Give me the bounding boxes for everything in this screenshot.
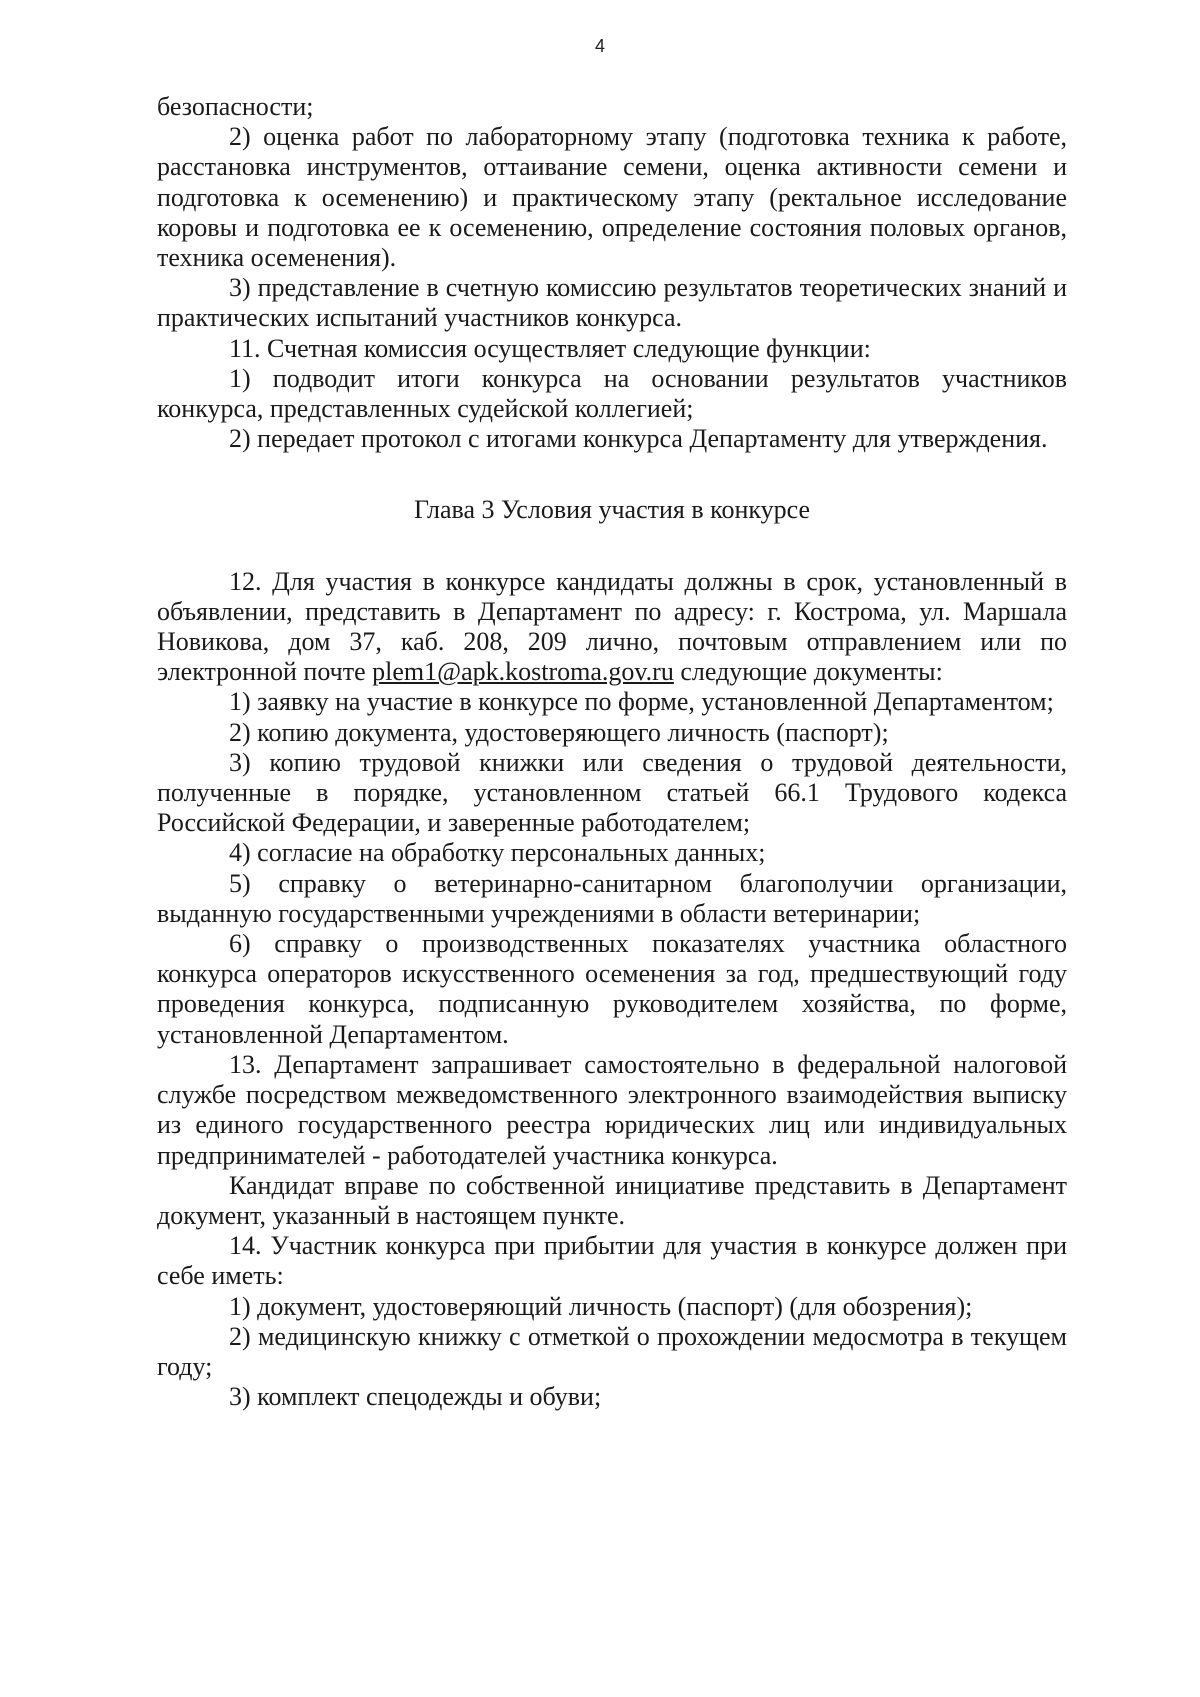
paragraph: 11. Счетная комиссия осуществляет следующие функции: [229,333,871,363]
paragraph: 2) оценка работ по лабораторному этапу (подготовка техника к работе, расстановка инструментов, оттаивание семени, оценка активности семени и подготовка к осеменению) и практическому этапу (ректальное исследование коровы и подготовка ее к осеменению, определение состояния половых органов, техника осеменения). [157,122,1067,273]
document-body [157,92,1067,1412]
paragraph: 14. Участник конкурса при прибытии для участия в конкурсе должен при себе иметь: [157,1231,1067,1291]
paragraph: 2) передает протокол с итогами конкурса Департаменту для утверждения. [229,424,1048,454]
paragraph: 4) согласие на обработку персональных данных; [229,838,766,868]
paragraph: Кандидат вправе по собственной инициативе представить в Департамент документ, указанный в настоящем пункте. [157,1170,1067,1230]
paragraph: безопасности; [157,92,314,121]
chapter-heading: Глава 3 Условия участия в конкурсе [413,495,811,525]
paragraph: 13. Департамент запрашивает самостоятельно в федеральной налоговой службе посредством межведомственного электронного взаимодействия выписку из единого государственного реестра юридических лиц или индивидуальных предпринимателей - работодателей участника конкурса. [157,1049,1067,1170]
paragraph: 5) справку о ветеринарно-санитарном благополучии организации, выданную государственными учреждениями в области ветеринарии; [157,868,1067,928]
paragraph-text: 12. Для участия в конкурсе кандидаты должны в срок, установленный в объявлении, представить в Департамент по адресу: г. Кострома, ул. Маршала Новикова, дом 37, каб. 208, 209 лично, почтовым отправлением или по электронной почте [157,566,1067,687]
paragraph [157,567,1067,688]
paragraph: 3) представление в счетную комиссию результатов теоретических знаний и практических испытаний участников конкурса. [157,273,1067,333]
paragraph: 1) документ, удостоверяющий личность (паспорт) (для обозрения); [229,1291,973,1321]
paragraph: 2) медицинскую книжку с отметкой о прохождении медосмотра в текущем году; [157,1321,1067,1381]
paragraph: 6) справку о производственных показателях участника областного конкурса операторов искусственного осеменения за год, предшествующий году проведения конкурса, подписанную руководителем хозяйства, по форме, установленной Департаментом. [157,929,1067,1049]
email-link[interactable]: plem1@apk.kostroma.gov.ru [372,657,674,687]
paragraph: 3) копию трудовой книжки или сведения о трудовой деятельности, полученные в порядке, установленном статьей 66.1 Трудового кодекса Российской Федерации, и заверенные работодателем; [157,747,1067,838]
paragraph: 2) копию документа, удостоверяющего личность (паспорт); [229,717,889,747]
paragraph-text: следующие документы: [673,657,943,687]
paragraph: 1) подводит итоги конкурса на основании результатов участников конкурса, представленных судейской коллегией; [157,363,1067,424]
paragraph: 3) комплект спецодежды и обуви; [229,1382,602,1412]
page-number: 4 [594,36,605,56]
paragraph: 1) заявку на участие в конкурсе по форме, установленной Департаментом; [229,687,1054,717]
